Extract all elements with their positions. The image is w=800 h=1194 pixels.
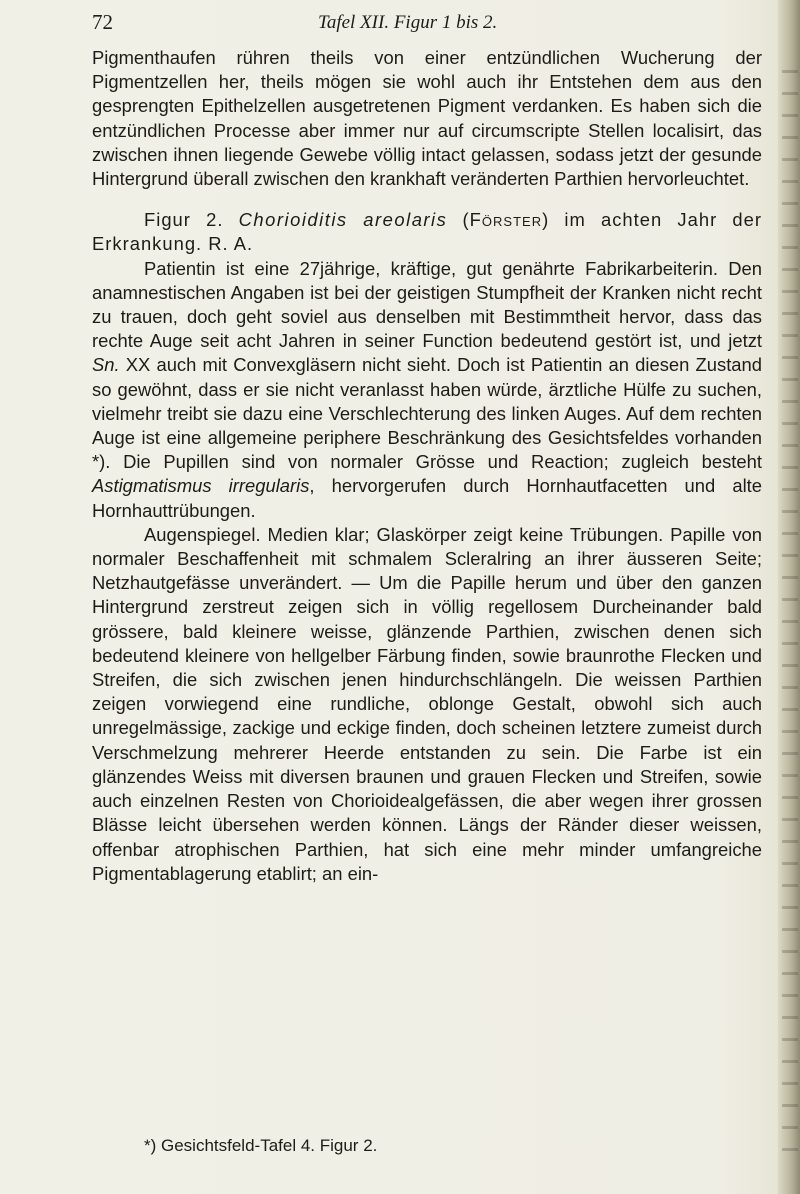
body-text <box>92 46 762 886</box>
page-number: 72 <box>92 10 113 34</box>
footnote: *) Gesichtsfeld-Tafel 4. Figur 2. <box>144 1136 378 1155</box>
page-header <box>92 10 652 40</box>
running-title: Tafel XII. Figur 1 bis 2. <box>318 12 498 33</box>
bleed-through-marks <box>782 70 798 1170</box>
paragraph-1: Pigmenthaufen rühren theils von einer entzündlichen Wucherung der Pigmentzellen her, theils mögen sie wohl auch ihr Entstehen dem aus den gesprengten Epithelzellen ausgetretenen Pigment verdanken. Es haben sich die entzündlichen Processe aber immer nur auf circumscripte Stellen localisirt, das zwischen ihnen liegende Gewebe völlig intact gelassen, sodass jetzt der gesunde Hintergrund überall zwischen den krankhaft veränderten Parthien hervorleuchtet. <box>92 47 762 190</box>
astigmatism-term: Astigmatismus irregularis <box>92 475 310 497</box>
author-name: Förster <box>469 209 543 231</box>
diagnosis-title: Chorioiditis areolaris <box>238 209 448 231</box>
figure-heading: Figur 2. Chorioiditis areolaris (Förster) im achten Jahr der Erkrankung. R. A. <box>92 209 762 255</box>
figure-label: Figur 2. <box>144 209 224 231</box>
paragraph-2: Patientin ist eine 27jährige, kräftige, gut genährte Fabrikarbeiterin. Den anamnestischen Angaben ist bei der geistigen Stumpfheit der Kranken nicht recht zu trauen, doch geht soviel aus denselben mit Bestimmtheit hervor, dass das rechte Auge seit acht Jahren in seiner Function bedeutend gestört ist, und jetzt Sn. XX auch mit Convexgläsern nicht sieht. Doch ist Patientin an diesen Zustand so gewöhnt, dass er sie nicht veranlasst haben würde, ärztliche Hülfe zu suchen, vielmehr treibt sie dazu eine Verschlechterung des linken Auges. Auf dem rechten Auge ist eine allgemeine periphere Beschränkung des Gesichtsfeldes vorhanden *). Die Pupillen sind von normaler Grösse und Reaction; zugleich besteht Astigmatismus irregularis, hervorgerufen durch Hornhautfacetten und alte Hornhauttrübungen. <box>92 257 762 521</box>
page-edge <box>778 0 800 1194</box>
paragraph-3: Augenspiegel. Medien klar; Glaskörper zeigt keine Trübungen. Papille von normaler Beschaffenheit mit schmalem Scleralring an ihrer äusseren Seite; Netzhautgefässe unverändert. — Um die Papille herum und über den ganzen Hintergrund zerstreut zeigen sich in völlig regellosem Durcheinander bald grössere, bald kleinere weisse, glänzende Parthien, zwischen denen sich bedeutend kleinere von hellgelber Färbung finden, sowie braunrothe Flecken und Streifen, die sich zwischen jenen hindurchschlängeln. Die weissen Parthien zeigen vorwiegend eine rundliche, oblonge Gestalt, obwohl sich auch unregelmässige, zackige und eckige finden, doch scheinen letztere zumeist durch Verschmelzung mehrerer Heerde entstanden zu sein. Die Farbe ist ein glänzendes Weiss mit diversen braunen und grauen Flecken und Streifen, sowie auch einzelnen Resten von Chorioidealgefässen, die aber wegen ihrer grossen Blässe leicht übersehen werden können. Längs der Ränder dieser weissen, offenbar atrophischen Parthien, hat sich eine mehr minder umfangreiche Pigmentablagerung etablirt; an ein- <box>92 523 762 884</box>
